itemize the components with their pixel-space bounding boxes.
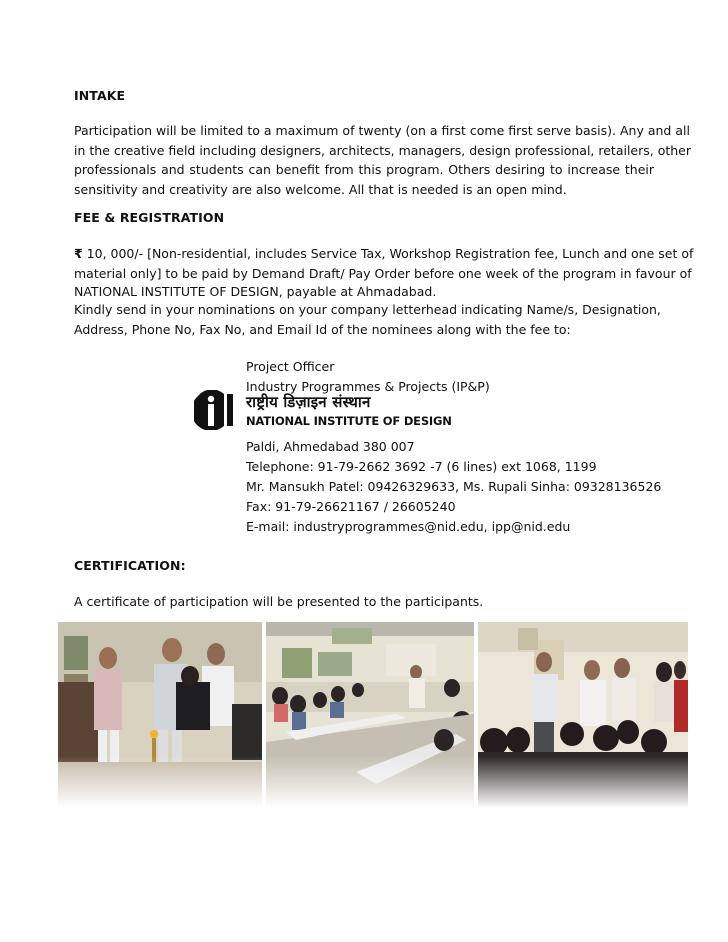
address-line: Industry Programmes & Projects (IP&P) [246, 379, 490, 394]
fee-line: Kindly send in your nominations on your company letterhead indicating Name/s, Designation, [74, 302, 661, 317]
fee-paragraph [74, 244, 694, 339]
intake-line: sensitivity and creativity are also welcome. All that is needed is an open mind. [74, 181, 567, 197]
fee-line: Address, Phone No, Fax No, and Email Id of the nominees along with the fee to: [74, 321, 571, 337]
classroom-photo [266, 622, 474, 808]
address-line: Project Officer [246, 359, 335, 374]
intake-line: in the creative field including designers, architects, managers, design professional, retailers, other [74, 142, 692, 158]
fee-amount-text: 10, 000/- [Non-residential, includes Service Tax, Workshop Registration fee, Lunch and one set of [82, 246, 694, 261]
certification-heading: CERTIFICATION: [74, 558, 186, 573]
photo-strip [58, 622, 688, 808]
address-line: Telephone: 91-79-2662 3692 -7 (6 lines) ext 1068, 1199 [246, 459, 597, 474]
audience-photo [478, 622, 688, 808]
nid-logo [194, 390, 452, 430]
logo-english-text: NATIONAL INSTITUTE OF DESIGN [246, 414, 452, 428]
rupee-icon: ₹ [74, 246, 83, 261]
address-line: Paldi, Ahmedabad 380 007 [246, 439, 415, 454]
lamp-lighting-photo [58, 622, 262, 808]
logo-hindi-text: राष्ट्रीय डिज़ाइन संस्थान [246, 393, 371, 411]
intake-line: Participation will be limited to a maximum of twenty (on a first come first serve basis). Any and all [74, 123, 690, 138]
certification-text: A certificate of participation will be presented to the participants. [74, 594, 484, 609]
nid-logo-icon [194, 390, 236, 430]
intake-heading: INTAKE [74, 88, 126, 103]
fee-line: material only] to be paid by Demand Draft/ Pay Order before one week of the program in favour of [74, 265, 692, 281]
fee-line [74, 244, 694, 264]
fee-line: NATIONAL INSTITUTE OF DESIGN, payable at Ahmadabad. [74, 284, 437, 299]
address-line: Fax: 91-79-26621167 / 26605240 [246, 499, 456, 514]
intake-paragraph [74, 121, 692, 199]
address-line: Mr. Mansukh Patel: 09426329633, Ms. Rupali Sinha: 09328136526 [246, 479, 662, 494]
fee-heading: FEE & REGISTRATION [74, 210, 225, 225]
address-email: E-mail: industryprogrammes@nid.edu, ipp@nid.edu [246, 519, 571, 534]
intake-line: professionals and students can benefit from this program. Others desiring to increase their [74, 162, 654, 177]
address-bottom [246, 437, 661, 537]
